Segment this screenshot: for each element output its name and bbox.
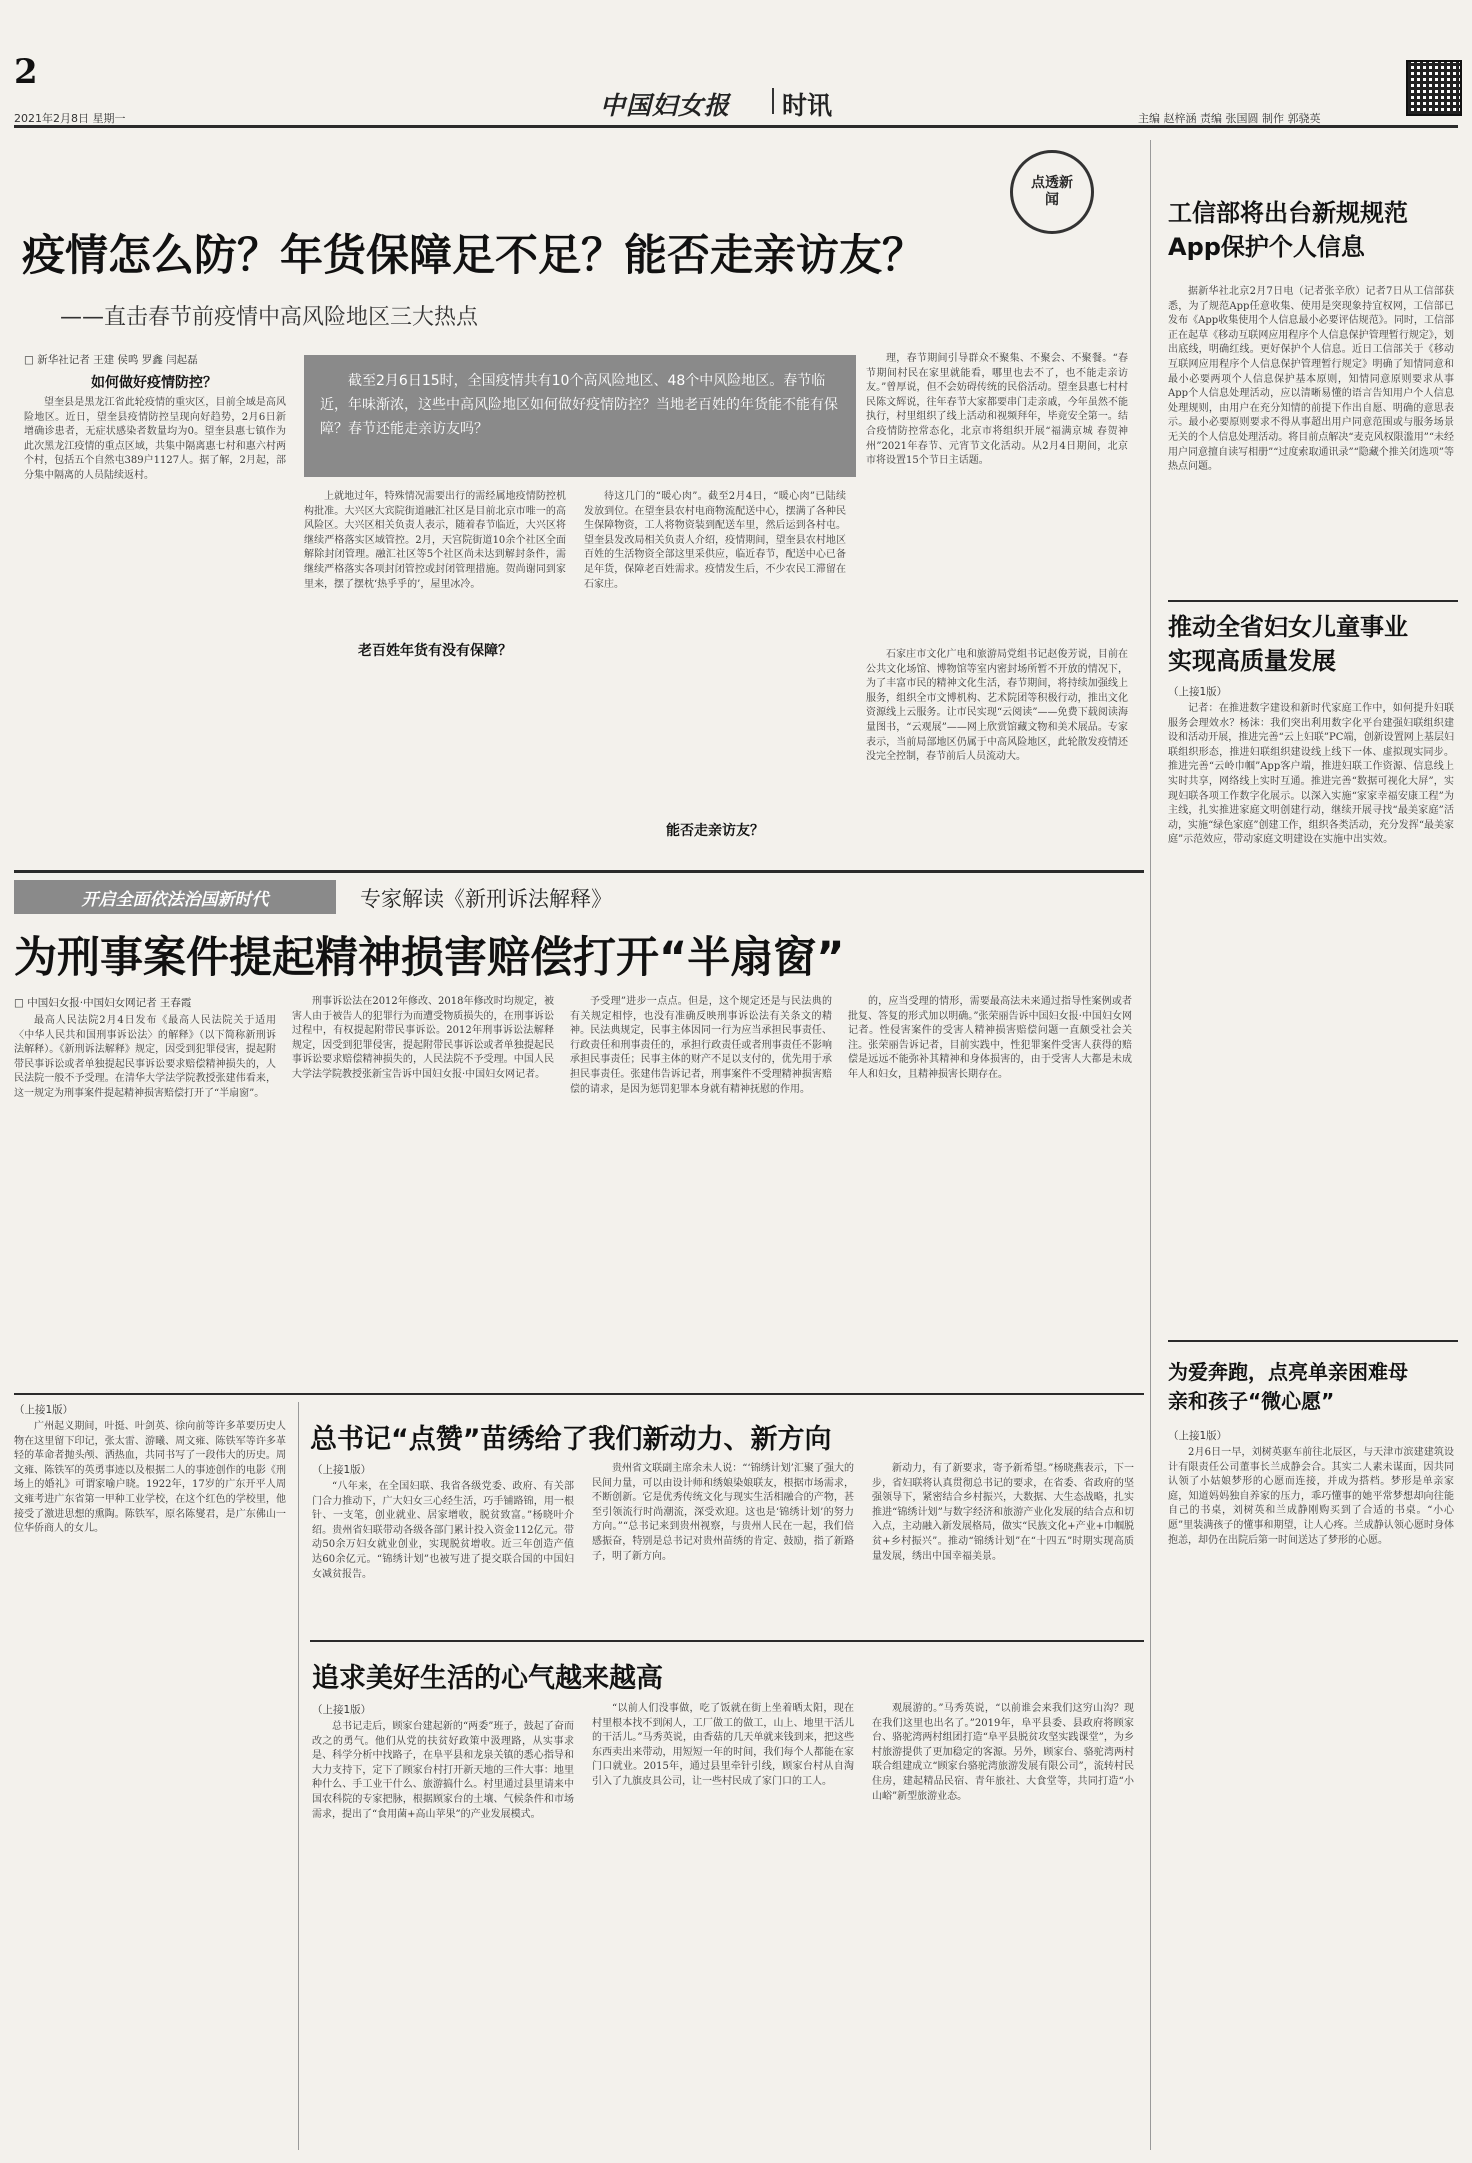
feature-kicker: 专家解读《新刑诉法解释》: [360, 887, 612, 911]
lead-col1-text: 望奎县是黑龙江省此轮疫情的重灾区，目前全域是高风险地区。近日，望奎县疫情防控呈现向好趋势，2月6日新增确诊患者，无症状感染者数量均为0。望奎县惠七镇作为此次黑龙江疫情的重点区域，共集中隔离惠七村和惠六村两个村，包括五个自然屯389户1127人。据了解，2月起，部分集中隔离的人员陆续返村。: [24, 397, 286, 481]
story3-left-divider: [298, 1402, 299, 2150]
page-number: 2: [14, 52, 38, 92]
right2-from: （上接1版）: [1168, 686, 1228, 698]
right1-headline: 工信部将出台新规规范App保护个人信息: [1168, 199, 1408, 261]
story3-col1: [312, 1480, 574, 1628]
lead-col3-text: 待这几门的“暖心肉”。截至2月4日，“暖心肉”已陆续发放到位。在望奎县农村电商物流配送中心，摆满了各种民生保障物资，工人将物资装到配送车里，然后运到各村屯。望奎县发改局相关负责人介绍，疫情期间，望奎县农村地区百姓的生活物资全部这里采供应，临近春节，配送中心已备足年货，保障老百姓需求。疫情发生后，不少农民工滞留在石家庄。: [584, 491, 846, 590]
feature-col3: [570, 995, 832, 1384]
story4-col2-text: “以前人们没事做，吃了饭就在街上坐着晒太阳，现在村里根本找不到闲人，工厂做工的做工，山上、地里干活儿的干活儿。”马秀英说，由香菇的几天单就来钱到来，把这些东西卖出来带动，用短短一年的时间，我们每个人都能在家门口就业。2015年，通过县里牵针引线，顾家台村从自淘引入了九旗皮具公司，让一些村民成了家门口的工人。: [592, 1703, 854, 1787]
right3-headline: 为爱奔跑，点亮单亲困难母亲和孩子“微心愿”: [1168, 1360, 1408, 1413]
lead-callout-text: 截至2月6日15时，全国疫情共有10个高风险地区、48个中风险地区。春节临近，年味渐浓，这些中高风险地区如何做好疫情防控？当地老百姓的年货能不能有保障？春节还能走亲访友吗？: [320, 373, 838, 437]
right1-body: [1168, 285, 1454, 595]
story3-col2: [592, 1462, 854, 1628]
right3-from: （上接1版）: [1168, 1430, 1228, 1442]
feature-col1: [14, 1014, 276, 1384]
right1-body-text: 据新华社北京2月7日电（记者张辛欣）记者7日从工信部获悉，为了规范App任意收集、使用是突现象持宜权网，工信部已发布《App收集使用个人信息最小必要评估规范》。同时，工信部正在起草《移动互联网应用程序个人信息保护管理暂行规定》，划出底线，明确红线。更好保护个人信息。近日工信部关于《移动互联网应用程序个人信息保护管理暂行规定》明确了知情同意和最小必要两项个人信息保护基本原则，知情同意原则要求从事App个人信息处理活动，应以清晰易懂的语言告知用户个人信息处理规则，由用户在充分知情的前提下作出自愿、明确的意思表示。最小必要原则要求不得从事超出用户同意范围或与服务场景无关的个人信息处理活动。将目前点解决“麦克风权限滥用”“未经用户同意擅自读写相册”“过度索取通讯录”“隐藏个推关闭选项”等热点问题。: [1168, 286, 1454, 473]
lead-section3: 能否走亲访友？: [584, 820, 846, 840]
story3-col3: [872, 1462, 1134, 1628]
lead-col3: [584, 490, 846, 858]
section-name: 时讯: [782, 91, 833, 120]
right3-rule: [1168, 1340, 1458, 1342]
feature-top-rule: [14, 870, 1144, 873]
qr-code: [1406, 60, 1462, 116]
lead-byline: □ 新华社记者 王建 侯鸣 罗鑫 闫起磊: [24, 354, 198, 366]
story4-col3: [872, 1702, 1134, 2150]
lead-col2-text: 上就地过年，特殊情况需要出行的需经属地疫情防控机构批准。大兴区大宾院街道融汇社区是目前北京市唯一的高风险区。大兴区相关负责人表示，随着春节临近，大兴区将继续严格落实区域管控。2月，天宫院街道10余个社区全面解除封闭管理。融汇社区等5个社区尚未达到解封条件，需继续严格落实各项封闭管控或封闭管理措施。贺尚谢同到家里来，摆了摆枕‘热乎乎的’，屋里冰冷。: [304, 491, 566, 590]
feature-col4: [848, 995, 1132, 1384]
story4-headline: 追求美好生活的心气越来越高: [312, 1663, 663, 1694]
editor-credits: 主编 赵梓涵 责编 张国圆 制作 郭骁英: [1138, 112, 1321, 125]
lead-section2: 老百姓年货有没有保障？: [304, 640, 566, 660]
masthead-rule: [14, 125, 1458, 128]
feature-col2-text: 刑事诉讼法在2012年修改、2018年修改时均规定，被害人由于被告人的犯罪行为而遭受物质损失的，在刑事诉讼过程中，有权提起附带民事诉讼。2012年刑事诉讼法解释规定，因受到犯罪侵害，提起附带民事诉讼或者单独提起民事诉讼要求赔偿精神损失的，人民法院不予受理。中国人民大学法学院教授张新宝告诉中国妇女报·中国妇女网记者。: [292, 996, 554, 1080]
story3-col2-text: 贵州省文联副主席余未人说：“‘锦绣计划’汇聚了强大的民间力量，可以由设计师和绣娘染娘联友，根据市场需求，不断创新。它是优秀传统文化与现实生活相融合的产物，甚至引领流行时尚潮流，深受欢迎。这也是‘锦绣计划’的努力方向。”“总书记来到贵州视察，与贵州人民在一起，我们倍感振奋，特别是总书记对贵州苗绣的肯定、鼓励，指了新路子，明了新方向。: [592, 1463, 854, 1562]
feature-banner: [14, 880, 336, 914]
feature-col4-text: 的，应当受理的情形，需要最高法未来通过指导性案例或者批复、答复的形式加以明确。”张荣丽告诉中国妇女报·中国妇女网记者。性侵害案件的受害人精神损害赔偿问题一直颇受社会关注。张荣丽告诉记者，目前实践中，性犯罪案件受害人获得的赔偿是远远不能弥补其精神和身体损害的，由于受害人大都是未成年人和妇女，且精神损害长期存在。: [848, 996, 1132, 1080]
right2-body-text: 记者：在推进数字建设和新时代家庭工作中，如何提升妇联服务会理效水？杨沫：我们突出利用数字化平台建强妇联组织建设和活动开展，推进完善“云上妇联”PC端，创新设置网上基层妇联组织形态，推进妇联组织建设线上线下一体、虚拟现实同步。推进完善“云岭巾帼”App客户端，推进妇联工作资源、信息线上实时共享，网络线上实时互通。推进完善“数据可视化大屏”，实现妇联各项工作数字化展示。以深入实施“家家幸福安康工程”为主线，扎实推进家庭文明创建行动，继续开展寻找“最美家庭”活动，实施“绿色家庭”创建工作，组织各类活动，充分发挥“最美家庭”示范效应，带动家庭文明建设在实施中出实效。: [1168, 703, 1454, 846]
story4-col1-text: 总书记走后，顾家台建起新的“两委”班子，鼓起了奋而改之的勇气。他们从党的扶贫好政策中汲理路，从实事求是、科学分析中找路子，在阜平县和龙泉关镇的悉心指导和大力支持下，定下了顾家台村打开新天地的三件大事：地里种什么、手工业干什么、旅游搞什么。村里通过县里请来中国农科院的专家把脉，根据顾家台的土壤、气候条件和市场需求，提出了“食用菌+高山苹果”的产业发展模式。: [312, 1721, 574, 1820]
right3-body: [1168, 1446, 1454, 2150]
lead-callout: [304, 355, 856, 477]
story4-col3-text: 观展游的。”马秀英说，“以前谁会来我们这穷山沟？现在我们这里也出名了。”2019年，阜平县委、县政府将顾家台、骆驼湾两村组团打造“阜平县脱贫攻坚实践课堂”，为乡村旅游提供了更加稳定的客源。另外，顾家台、骆驼湾两村联合组建成立“顾家台骆驼湾旅游发展有限公司”，流转村民住房，建起精品民宿、青年旅社、大食堂等，共同打造“小山峪”新型旅游业态。: [872, 1703, 1134, 1802]
lead-col5: [866, 648, 1128, 858]
lead-col4-text: 理，春节期间引导群众不聚集、不聚会、不聚餐。“春节期间村民在家里就能看，哪里也去不了，也不能走亲访友。”曾厚说，但不会妨碍传统的民俗活动。望奎县惠七村村民陈文辉说，往年春节大家都要串门走亲戚，今年虽然不能执行，村里组织了线上活动和视频拜年，毕竟安全第一。结合疫情防控常态化，北京市将组织开展“福满京城 春贺神州”2021年春节、元宵节文化活动。从2月4日期间，北京市将设置15个节日主话题。: [866, 353, 1128, 467]
masthead-divider: [772, 88, 774, 114]
lead-headline: 疫情怎么防？年货保障足不足？能否走亲访友？: [22, 231, 925, 281]
lead-col1: [24, 396, 286, 858]
story4-top-rule: [310, 1640, 1144, 1642]
issue-date: 2021年2月8日 星期一: [14, 112, 126, 125]
lead-badge-text: 点透新闻: [1031, 175, 1073, 208]
feature-col1-text: 最高人民法院2月4日发布《最高人民法院关于适用〈中华人民共和国刑事诉讼法〉的解释》（以下简称新刑诉法解释）。《新刑诉法解释》规定，因受到犯罪侵害，提起附带民事诉讼或者单独提起民事诉讼要求赔偿精神损失的，人民法院一般不予受理。在清华大学法学院教授张建伟看来，这一规定为刑事案件提起精神损害赔偿打开了“半扇窗”。: [14, 1015, 276, 1099]
paper-name: 中国妇女报: [600, 91, 731, 120]
story3-headline: 总书记“点赞”苗绣给了我们新动力、新方向: [310, 1424, 832, 1455]
lead-subheadline: ——直击春节前疫情中高风险地区三大热点: [60, 305, 479, 330]
story4-col1: [312, 1720, 574, 2150]
lead-col5-text: 石家庄市文化广电和旅游局党组书记赵俊芳说，目前在公共文化场馆、博物馆等室内密封场所暂不开放的情况下，为了丰富市民的精神文化生活，春节期间，将持续加强线上服务，组织全市文博机构、艺术院团等积极行动，推出文化资源线上云服务。让市民实现“云阅读”——免费下载阅读海量图书，“云观展”——网上欣赏馆藏文物和美术展品。专家表示，当前局部地区仍属于中高风险地区，此轮散发疫情还没完全控制，春节前后人员流动大。: [866, 649, 1128, 763]
lead-col2: [304, 490, 566, 858]
story3-from: （上接1版）: [312, 1464, 372, 1476]
story3-col1-text: “八年来，在全国妇联、我省各级党委、政府、有关部门合力推动下，广大妇女三心经生活，巧手铺路锦，用一根针、一支笔，创业就业、居家增收，脱贫致富。”杨晓叶介绍。贵州省妇联带动各级各部门累计投入资金112亿元。带动50余万妇女就业创业，实现脱贫增收。近三年创造产值达60余亿元。“锦绣计划”也被写进了提交联合国的中国妇女减贫报告。: [312, 1481, 574, 1580]
story3-left-col: [14, 1420, 286, 2150]
lead-badge: [1010, 150, 1094, 234]
story3-col3-text: 新动力，有了新要求，寄予新希望。”杨晓燕表示，下一步，省妇联将认真贯彻总书记的要求，在省委、省政府的坚强领导下，紧密结合乡村振兴，大数据、大生态战略，扎实推进“锦绣计划”与数字经济和旅游产业化发展的结合点和切入点，主动融入新发展格局，做实“民族文化+产业+巾帼脱贫+乡村振兴”。推动“锦绣计划”在“十四五”时期实现高质量发展，绣出中国幸福美景。: [872, 1463, 1134, 1562]
right2-headline: 推动全省妇女儿童事业实现高质量发展: [1168, 613, 1408, 675]
feature-banner-text: 开启全面依法治国新时代: [81, 889, 269, 910]
feature-bottom-rule: [14, 1393, 1144, 1395]
feature-col3-text: 予受理”进步一点点。但是，这个规定还是与民法典的有关规定相悖，也没有准确反映刑事诉讼法有关条文的精神。民法典规定，民事主体因同一行为应当承担民事责任、行政责任和刑事责任的，承担行政责任或者刑事责任不影响承担民事责任；民事主体的财产不足以支付的，优先用于承担民事责任。张建伟告诉记者，刑事案件不受理精神损害赔偿的请求，是因为惩罚犯罪本身就有精神抚慰的作用。: [570, 996, 832, 1095]
story4-col2: [592, 1702, 854, 2150]
story3-from-left: （上接1版）: [14, 1404, 74, 1416]
story3-left-col-text: 广州起义期间，叶挺、叶剑英、徐向前等许多革要历史人物在这里留下印记，张太雷、游曦、周文雍、陈铁军等许多革轻的革命者抛头颅、洒热血，共同书写了一段伟大的历史。周文雍、陈铁军的英勇事迹以及根据二人的事迹创作的电影《刑场上的婚礼》可谓家喻户晓。1922年，17岁的广东开平人周文雍考进广东省第一甲种工业学校，在这个红色的学校里，他接受了激进思想的熏陶。陈铁军，原名陈燮君，是广东佛山一位华侨商人的女儿。: [14, 1421, 286, 1535]
right2-body: [1168, 702, 1454, 1334]
feature-byline: □ 中国妇女报·中国妇女网记者 王春霞: [14, 997, 192, 1009]
right-column-divider: [1150, 140, 1151, 2150]
feature-headline: 为刑事案件提起精神损害赔偿打开“半扇窗”: [14, 933, 845, 983]
feature-col2: [292, 995, 554, 1384]
story4-from: （上接1版）: [312, 1704, 372, 1716]
lead-section1: 如何做好疫情防控？: [91, 375, 217, 391]
right3-body-text: 2月6日一早，刘树英驱车前往北辰区，与天津市滨建建筑设计有限责任公司董事长兰成静会合。其实二人素未谋面，因共同认领了小姑娘梦形的心愿而连接，并成为搭档。梦形是单亲家庭，知道妈妈独自养家的压力，乖巧懂事的她平常梦想却向往能自己的书桌，刘树英和兰成静刚购买到了合适的书桌。“小心愿”里装满孩子的懂事和期望，让人心疼。兰成静认领心愿时身体抱恙，却仍在出院后第一时间送达了梦形的心愿。: [1168, 1447, 1454, 1546]
right1-rule: [1168, 600, 1458, 602]
